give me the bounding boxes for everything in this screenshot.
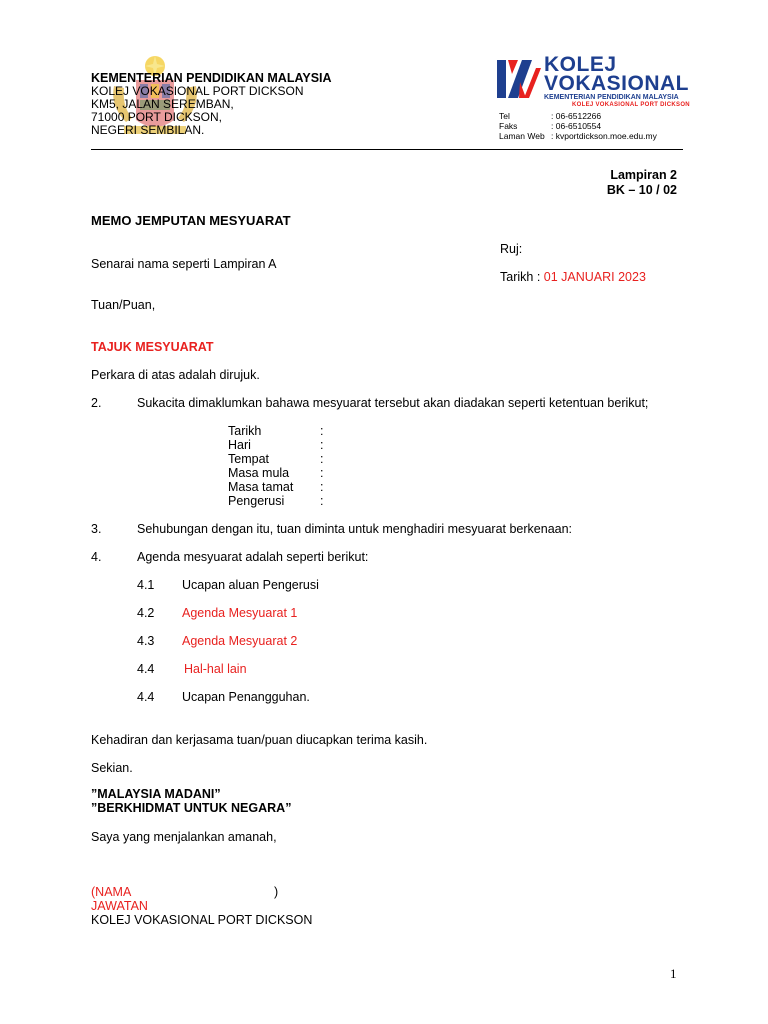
detail-row <box>228 466 323 480</box>
detail-row <box>228 452 323 466</box>
motto-line-1: ”MALAYSIA MADANI” <box>91 787 221 801</box>
paragraph-4-text: Agenda mesyuarat adalah seperti berikut: <box>137 550 369 564</box>
contact-key: Laman Web <box>499 131 545 141</box>
signature-open-paren: ( <box>91 885 96 899</box>
detail-key: Masa tamat <box>228 480 294 494</box>
contact-key: Tel <box>499 111 510 121</box>
detail-sep: : <box>320 452 324 466</box>
agenda-text: Ucapan aluan Pengerusi <box>182 578 319 592</box>
detail-key: Hari <box>228 438 251 452</box>
signature-title: JAWATAN <box>91 899 148 913</box>
agenda-item <box>137 606 297 620</box>
lampiran-label: Lampiran 2 <box>610 168 677 182</box>
detail-row <box>228 494 323 508</box>
closing-paragraph: Kehadiran dan kerjasama tuan/puan diucapkan terima kasih. <box>91 733 428 747</box>
agenda-item <box>137 662 247 676</box>
logo-line-4: KOLEJ VOKASIONAL PORT DICKSON <box>572 102 690 108</box>
signature-name-row <box>91 885 131 899</box>
paragraph-4-number: 4. <box>91 550 102 564</box>
contact-row <box>499 121 657 131</box>
intro-paragraph: Perkara di atas adalah dirujuk. <box>91 368 260 382</box>
meeting-details <box>228 424 323 508</box>
detail-sep: : <box>320 424 324 438</box>
kv-logo-icon <box>494 57 542 101</box>
paragraph-3-number: 3. <box>91 522 102 536</box>
logo-line-1: KOLEJ <box>544 53 617 76</box>
ruj-label: Ruj: <box>500 242 523 256</box>
agenda-text: Agenda Mesyuarat 2 <box>182 634 298 648</box>
agenda-text: Ucapan Penangguhan. <box>182 690 310 704</box>
detail-row <box>228 424 323 438</box>
ministry-address <box>91 72 332 137</box>
contact-value: : 06-6510554 <box>551 121 602 131</box>
agenda-number: 4.4 <box>137 690 155 704</box>
recipient-text: Senarai nama seperti Lampiran A <box>91 257 277 271</box>
detail-key: Masa mula <box>228 466 290 480</box>
agenda-number: 4.1 <box>137 578 155 592</box>
signature-name: NAMA <box>95 885 132 899</box>
contact-key: Faks <box>499 121 518 131</box>
kolej-vokasional-logo <box>482 50 700 108</box>
signature-org: KOLEJ VOKASIONAL PORT DICKSON <box>91 913 313 927</box>
subject-heading: TAJUK MESYUARAT <box>91 340 214 354</box>
agenda-item <box>137 634 297 648</box>
contact-row <box>499 131 657 141</box>
agenda-item <box>137 690 310 704</box>
agenda-item <box>137 578 319 592</box>
address-line: 71000 PORT DICKSON, <box>91 110 222 124</box>
tarikh-label: Tarikh : <box>500 270 541 284</box>
sekian-text: Sekian. <box>91 761 133 775</box>
memo-title: MEMO JEMPUTAN MESYUARAT <box>91 213 291 228</box>
logo-line-2: VOKASIONAL <box>544 72 690 95</box>
tarikh-value: 01 JANUARI 2023 <box>543 270 646 284</box>
detail-sep: : <box>320 466 324 480</box>
agenda-number: 4.3 <box>137 634 155 648</box>
motto-line-2: ”BERKHIDMAT UNTUK NEGARA” <box>91 801 292 815</box>
signature-close-paren: ) <box>274 885 279 899</box>
detail-sep: : <box>320 494 324 508</box>
salutation: Tuan/Puan, <box>91 298 156 312</box>
address-line: KOLEJ VOKASIONAL PORT DICKSON <box>91 84 304 98</box>
paragraph-2-number: 2. <box>91 396 102 410</box>
tarikh-row <box>500 270 646 284</box>
paragraph-3-text: Sehubungan dengan itu, tuan diminta untuk menghadiri mesyuarat berkenaan: <box>137 522 573 536</box>
detail-sep: : <box>320 438 324 452</box>
detail-key: Tempat <box>228 452 269 466</box>
paragraph-2-text: Sukacita dimaklumkan bahawa mesyuarat tersebut akan diadakan seperti ketentuan berikut; <box>137 396 649 410</box>
logo-line-3: KEMENTERIAN PENDIDIKAN MALAYSIA <box>544 94 679 101</box>
agenda-number: 4.4 <box>137 662 155 676</box>
detail-key: Tarikh <box>228 424 262 438</box>
agenda-number: 4.2 <box>137 606 155 620</box>
address-line: KEMENTERIAN PENDIDIKAN MALAYSIA <box>91 71 332 85</box>
amanah-text: Saya yang menjalankan amanah, <box>91 830 277 844</box>
contact-value: : kvportdickson.moe.edu.my <box>551 131 657 141</box>
address-line: NEGERI SEMBILAN. <box>91 123 205 137</box>
detail-row <box>228 438 323 452</box>
contact-value: : 06-6512266 <box>551 111 602 121</box>
reference-code: BK – 10 / 02 <box>606 183 677 197</box>
contact-block <box>499 111 657 141</box>
contact-row <box>499 111 657 121</box>
agenda-text: Agenda Mesyuarat 1 <box>182 606 298 620</box>
detail-sep: : <box>320 480 324 494</box>
detail-row <box>228 480 323 494</box>
detail-key: Pengerusi <box>228 494 285 508</box>
header-divider <box>91 149 683 150</box>
address-line: KM5, JALAN SEREMBAN, <box>91 97 234 111</box>
agenda-text: Hal-hal lain <box>184 662 247 676</box>
page-number: 1 <box>670 966 677 981</box>
